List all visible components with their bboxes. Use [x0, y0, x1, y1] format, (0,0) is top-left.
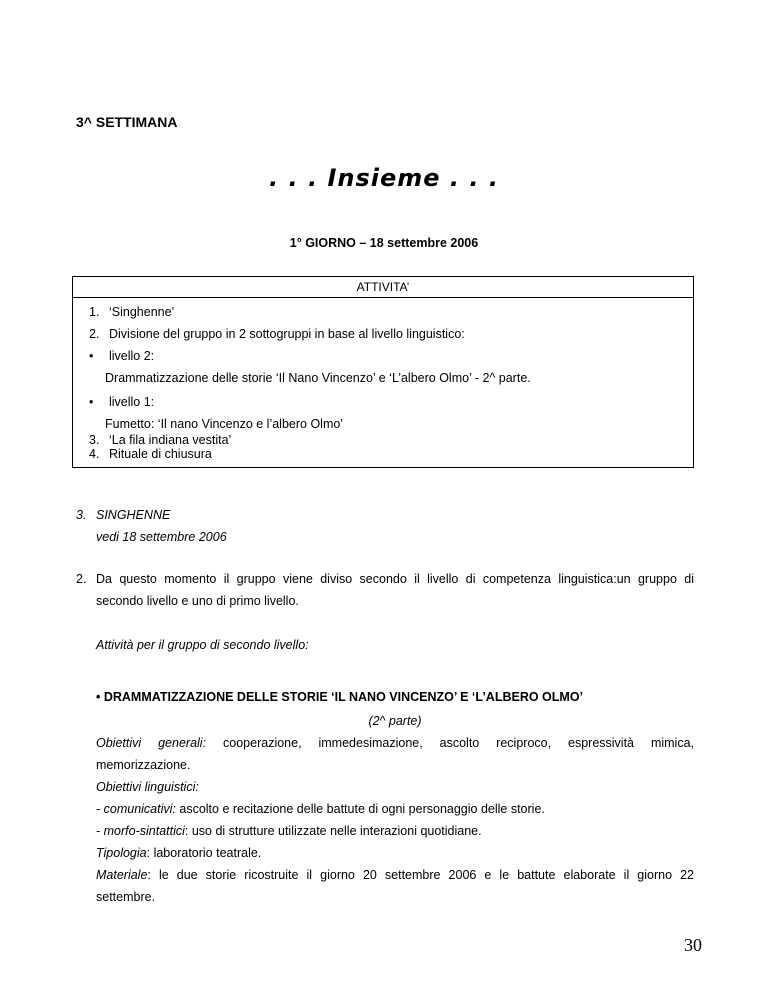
- activity-box-heading: ATTIVITA’: [73, 277, 693, 298]
- linguistic-objectives-label: Obiettivi linguistici:: [96, 780, 199, 794]
- activity-item-number: 3.: [89, 433, 100, 447]
- morphosyntactic-objectives: [96, 824, 482, 838]
- activity-box: [72, 276, 694, 468]
- level-1-description: Fumetto: ‘Il nano Vincenzo e l’albero Olmo’: [105, 417, 344, 431]
- general-objectives-label: Obiettivi generali:: [96, 736, 207, 750]
- part-label: (2^ parte): [368, 714, 422, 728]
- general-objectives-continuation: memorizzazione.: [96, 758, 191, 772]
- activity-item-2: [89, 327, 465, 341]
- level-1-item: [89, 395, 154, 409]
- section-2-line-2: secondo livello e uno di primo livello.: [96, 594, 299, 608]
- communicative-label: - comunicativi:: [96, 802, 176, 816]
- communicative-objectives: [96, 802, 545, 816]
- typology-label: Tipologia: [96, 846, 147, 860]
- materials: [96, 864, 694, 886]
- materials-continuation: settembre.: [96, 890, 156, 904]
- activity-item-number: 1.: [89, 305, 100, 319]
- activity-item-text: Rituale di chiusura: [109, 447, 212, 461]
- activity-item-1: [89, 305, 174, 319]
- activity-label: Attività per il gruppo di secondo livello:: [96, 638, 309, 652]
- week-heading: 3^ SETTIMANA: [76, 114, 178, 130]
- activity-item-number: 4.: [89, 447, 100, 461]
- document-title: . . . Insieme . . .: [269, 164, 499, 192]
- level-1-label: livello 1:: [109, 395, 155, 409]
- general-objectives: [96, 732, 694, 754]
- bullet-icon: •: [89, 349, 94, 363]
- section-2-line-1: Da questo momento il gruppo viene diviso secondo il livello di competenza linguistica:un gruppo di: [96, 572, 694, 586]
- general-objectives-text: cooperazione, immedesimazione, ascolto reciproco, espressività mimica,: [223, 736, 695, 750]
- level-2-item: [89, 349, 154, 363]
- typology: [96, 846, 261, 860]
- morphosyntactic-text: : uso di strutture utilizzate nelle interazioni quotidiane.: [184, 824, 482, 838]
- day-heading: 1° GIORNO – 18 settembre 2006: [289, 236, 479, 250]
- activity-item-4: [89, 447, 212, 461]
- section-3-title: SINGHENNE: [96, 508, 171, 522]
- communicative-text: ascolto e recitazione delle battute di ogni personaggio delle storie.: [175, 802, 545, 816]
- materials-label: Materiale: [96, 868, 148, 882]
- activity-item-3: [89, 433, 231, 447]
- level-2-description: Drammatizzazione delle storie ‘Il Nano Vincenzo’ e ‘L’albero Olmo’ - 2^ parte.: [105, 371, 531, 385]
- section-3-reference: vedi 18 settembre 2006: [96, 530, 227, 544]
- activity-item-text: ‘Singhenne’: [109, 305, 175, 319]
- level-2-label: livello 2:: [109, 349, 155, 363]
- morphosyntactic-label: - morfo-sintattici: [96, 824, 185, 838]
- page-number: 30: [684, 935, 702, 955]
- activity-item-number: 2.: [89, 327, 100, 341]
- section-2-number: 2.: [76, 572, 87, 586]
- activity-item-text: ‘La fila indiana vestita’: [109, 433, 232, 447]
- section-3-number: 3.: [76, 508, 87, 522]
- activity-item-text: Divisione del gruppo in 2 sottogruppi in base al livello linguistico:: [109, 327, 465, 341]
- typology-text: : laboratorio teatrale.: [146, 846, 262, 860]
- dramatization-heading: • DRAMMATIZZAZIONE DELLE STORIE ‘IL NANO VINCENZO’ E ‘L’ALBERO OLMO’: [96, 690, 584, 704]
- bullet-icon: •: [89, 395, 94, 409]
- materials-text: : le due storie ricostruite il giorno 20 settembre 2006 e le battute elaborate il giorno 22: [147, 868, 694, 882]
